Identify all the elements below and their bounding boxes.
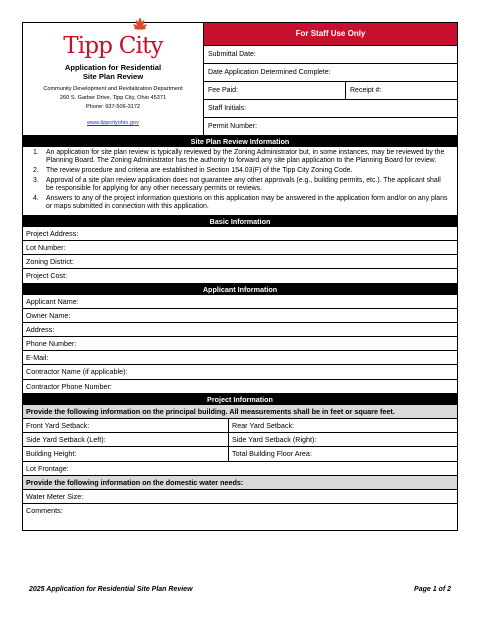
footer-title: 2025 Application for Residential Site Plan Review	[29, 586, 193, 593]
application-form	[22, 22, 458, 531]
review-info-list	[22, 147, 458, 216]
project-address-field[interactable]: Project Address:	[22, 227, 458, 241]
city-info-panel	[23, 23, 204, 135]
staff-use-panel	[204, 23, 457, 135]
receipt-number-field[interactable]: Receipt #:	[345, 82, 453, 99]
list-item: 2. The review procedure and criteria are established in Section 154.03(F) of the Tipp City Zoning Code.	[33, 167, 353, 174]
lot-number-field[interactable]: Lot Number:	[22, 241, 458, 255]
side-left-setback-field[interactable]: Side Yard Setback (Left):	[23, 433, 229, 446]
phone-number-field[interactable]: Phone Number:	[22, 337, 458, 351]
address-field[interactable]: Address:	[22, 323, 458, 337]
list-item: 4. Answers to any of the project information questions on this application may be answered in the application form and/or on any plans or maps submitted in connection with this application.	[33, 194, 448, 210]
contractor-name-field[interactable]: Contractor Name (if applicable):	[22, 365, 458, 379]
application-title: Application for Residential Site Plan Review	[64, 63, 162, 81]
project-info-heading: Project Information	[22, 394, 458, 405]
contractor-phone-field[interactable]: Contractor Phone Number:	[22, 380, 458, 394]
fee-receipt-row	[204, 81, 457, 99]
applicant-name-field[interactable]: Applicant Name:	[22, 295, 458, 309]
department-phone: Phone: 937-506-3172	[85, 103, 141, 110]
front-setback-field[interactable]: Front Yard Setback:	[23, 419, 229, 432]
applicant-info-heading: Applicant Information	[22, 284, 458, 295]
permit-number-field[interactable]: Permit Number:	[204, 117, 457, 135]
owner-name-field[interactable]: Owner Name:	[22, 309, 458, 323]
staff-use-heading: For Staff Use Only	[204, 23, 457, 45]
review-info-heading: Site Plan Review Information	[22, 136, 458, 147]
setback-row-1	[22, 419, 458, 433]
logo-text: Tipp City	[63, 33, 163, 59]
form-header	[22, 22, 458, 136]
flower-logo-icon	[129, 18, 151, 32]
project-cost-field[interactable]: Project Cost:	[22, 269, 458, 283]
building-size-row	[22, 447, 458, 461]
floor-area-field[interactable]: Total Building Floor Area:	[232, 449, 312, 459]
zoning-district-field[interactable]: Zoning District:	[22, 255, 458, 269]
list-item: 3. Approval of a site plan review application does not guarantee any other approvals (e.g., building permits, etc.). The applicant shall be responsible for applying for any other necessary permits or reviews.	[33, 176, 441, 192]
department-address: 260 S. Garber Drive, Tipp City, Ohio 45371	[59, 95, 167, 101]
rear-setback-field[interactable]: Rear Yard Setback:	[232, 421, 295, 431]
website-link[interactable]: www.tippcityohio.gov	[87, 120, 139, 126]
staff-initials-field[interactable]: Staff Initials:	[204, 99, 457, 117]
email-field[interactable]: E-Mail:	[22, 351, 458, 365]
lot-frontage-field[interactable]: Lot Frontage:	[22, 462, 458, 476]
submittal-date-field[interactable]: Submittal Date:	[204, 45, 457, 63]
building-info-note: Provide the following information on the principal building. All measurements shall be in feet or square feet.	[22, 405, 458, 419]
water-info-note: Provide the following information on the domestic water needs:	[22, 476, 458, 490]
building-height-field[interactable]: Building Height:	[23, 447, 229, 460]
side-right-setback-field[interactable]: Side Yard Setback (Right):	[232, 435, 317, 445]
list-item: 1. An application for site plan review is typically reviewed by the Zoning Administrator but, in some instances, may be reviewed by the Planning Board. The Zoning Administrator has the authority to forward any site plan application to the Planning Board for review.	[33, 149, 445, 165]
page-footer	[29, 586, 451, 593]
department-name: Community Development and Revitalization Department	[43, 86, 183, 92]
comments-field[interactable]: Comments:	[22, 504, 458, 531]
water-meter-field[interactable]: Water Meter Size:	[22, 490, 458, 504]
basic-info-heading: Basic Information	[22, 216, 458, 227]
page-number: Page 1 of 2	[414, 586, 451, 593]
fee-paid-field[interactable]: Fee Paid:	[208, 87, 238, 94]
tipp-city-logo	[23, 28, 203, 58]
date-complete-field[interactable]: Date Application Determined Complete:	[204, 63, 457, 81]
setback-row-2	[22, 433, 458, 447]
